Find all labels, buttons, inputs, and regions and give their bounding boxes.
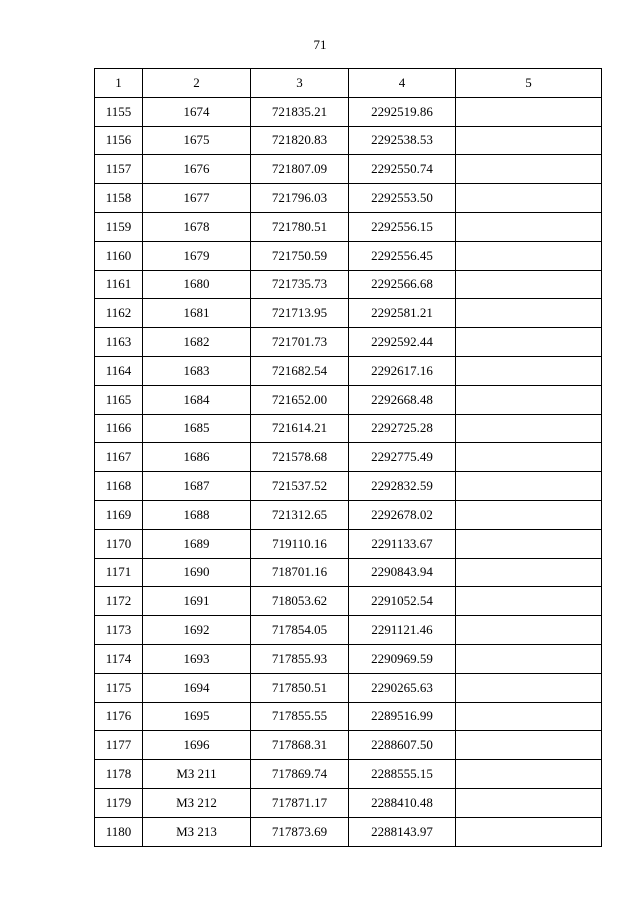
table-cell: 721713.95: [251, 299, 349, 328]
column-header: 2: [143, 69, 251, 98]
table-cell: 1174: [95, 644, 143, 673]
table-cell: 1177: [95, 731, 143, 760]
table-cell: [456, 328, 602, 357]
table-cell: 1695: [143, 702, 251, 731]
table-cell: [456, 500, 602, 529]
table-cell: [456, 788, 602, 817]
table-cell: 717854.05: [251, 616, 349, 645]
table-row: [95, 529, 602, 558]
table-cell: 2292668.48: [349, 385, 456, 414]
table-cell: 2292538.53: [349, 126, 456, 155]
table-cell: 1162: [95, 299, 143, 328]
table-cell: 2290843.94: [349, 558, 456, 587]
table-cell: 1165: [95, 385, 143, 414]
table-cell: 2288555.15: [349, 760, 456, 789]
table-cell: 721735.73: [251, 270, 349, 299]
table-cell: 717873.69: [251, 817, 349, 846]
table-cell: [456, 184, 602, 213]
table-cell: [456, 760, 602, 789]
table-cell: 1685: [143, 414, 251, 443]
table-cell: 2292519.86: [349, 97, 456, 126]
table-cell: 721614.21: [251, 414, 349, 443]
table-cell: 2288410.48: [349, 788, 456, 817]
table-row: [95, 788, 602, 817]
table-cell: [456, 817, 602, 846]
table-cell: 1173: [95, 616, 143, 645]
table-cell: 1163: [95, 328, 143, 357]
column-header: 5: [456, 69, 602, 98]
table-row: [95, 616, 602, 645]
table-cell: [456, 97, 602, 126]
table-cell: 1684: [143, 385, 251, 414]
table-cell: 717850.51: [251, 673, 349, 702]
table-cell: 2292678.02: [349, 500, 456, 529]
table-cell: 721682.54: [251, 356, 349, 385]
table-cell: 718053.62: [251, 587, 349, 616]
table-cell: 2288143.97: [349, 817, 456, 846]
table-cell: 1172: [95, 587, 143, 616]
table-row: [95, 500, 602, 529]
table-cell: 721807.09: [251, 155, 349, 184]
table-cell: 1158: [95, 184, 143, 213]
table-cell: 1688: [143, 500, 251, 529]
table-cell: 721578.68: [251, 443, 349, 472]
table-row: [95, 443, 602, 472]
table-row: [95, 760, 602, 789]
table-cell: [456, 443, 602, 472]
table-row: [95, 587, 602, 616]
table-cell: [456, 414, 602, 443]
table-cell: 1694: [143, 673, 251, 702]
table-cell: 1692: [143, 616, 251, 645]
table-cell: [456, 702, 602, 731]
table-cell: 1175: [95, 673, 143, 702]
table-cell: 2292556.45: [349, 241, 456, 270]
table-cell: 1676: [143, 155, 251, 184]
table-cell: 721835.21: [251, 97, 349, 126]
table-cell: 2292775.49: [349, 443, 456, 472]
table-cell: [456, 644, 602, 673]
table-cell: 2291052.54: [349, 587, 456, 616]
table-cell: МЗ 212: [143, 788, 251, 817]
table-cell: 1683: [143, 356, 251, 385]
table-cell: 717855.93: [251, 644, 349, 673]
table-cell: 2292832.59: [349, 472, 456, 501]
table-cell: [456, 356, 602, 385]
table-cell: 721701.73: [251, 328, 349, 357]
table-row: [95, 241, 602, 270]
table-cell: 1156: [95, 126, 143, 155]
table-cell: 721820.83: [251, 126, 349, 155]
column-header: 1: [95, 69, 143, 98]
table-cell: 1157: [95, 155, 143, 184]
table-cell: 1180: [95, 817, 143, 846]
table-cell: [456, 587, 602, 616]
table-cell: 721796.03: [251, 184, 349, 213]
table-row: [95, 126, 602, 155]
table-cell: 1679: [143, 241, 251, 270]
table-cell: 2292617.16: [349, 356, 456, 385]
table-cell: 2290969.59: [349, 644, 456, 673]
table-cell: 2291133.67: [349, 529, 456, 558]
table-cell: [456, 299, 602, 328]
table-cell: [456, 241, 602, 270]
table-cell: 1689: [143, 529, 251, 558]
table-cell: 717855.55: [251, 702, 349, 731]
table-cell: 721780.51: [251, 212, 349, 241]
table-row: [95, 97, 602, 126]
table-cell: 1160: [95, 241, 143, 270]
table-row: [95, 644, 602, 673]
table-cell: [456, 558, 602, 587]
table-cell: [456, 155, 602, 184]
table-cell: 1686: [143, 443, 251, 472]
table-row: [95, 356, 602, 385]
table-cell: 721537.52: [251, 472, 349, 501]
table-row: [95, 731, 602, 760]
table-row: [95, 702, 602, 731]
table-cell: 1677: [143, 184, 251, 213]
table-cell: 1164: [95, 356, 143, 385]
table-cell: 1678: [143, 212, 251, 241]
table-cell: 2288607.50: [349, 731, 456, 760]
table-cell: 1159: [95, 212, 143, 241]
table-row: [95, 414, 602, 443]
table-row: [95, 472, 602, 501]
table-cell: 2291121.46: [349, 616, 456, 645]
table-cell: 1167: [95, 443, 143, 472]
table-cell: 1168: [95, 472, 143, 501]
table-row: [95, 270, 602, 299]
table-cell: [456, 472, 602, 501]
table-cell: 2292550.74: [349, 155, 456, 184]
table-cell: 2289516.99: [349, 702, 456, 731]
table-cell: 1179: [95, 788, 143, 817]
table-cell: 1170: [95, 529, 143, 558]
table-cell: [456, 385, 602, 414]
table-cell: 721750.59: [251, 241, 349, 270]
table-cell: [456, 673, 602, 702]
table-cell: 2292566.68: [349, 270, 456, 299]
table-cell: 721652.00: [251, 385, 349, 414]
table-body: [95, 97, 602, 846]
table-cell: 2290265.63: [349, 673, 456, 702]
table-cell: 1155: [95, 97, 143, 126]
table-cell: 1687: [143, 472, 251, 501]
table-cell: 1690: [143, 558, 251, 587]
table-cell: [456, 529, 602, 558]
table-cell: 1674: [143, 97, 251, 126]
table-cell: 1681: [143, 299, 251, 328]
table-cell: 1171: [95, 558, 143, 587]
table-header-row: [95, 69, 602, 98]
table-cell: 2292725.28: [349, 414, 456, 443]
table-cell: 717871.17: [251, 788, 349, 817]
table-row: [95, 385, 602, 414]
table-cell: [456, 126, 602, 155]
table-cell: 717868.31: [251, 731, 349, 760]
coordinates-table: [94, 68, 602, 847]
table-cell: 1176: [95, 702, 143, 731]
table-cell: 1682: [143, 328, 251, 357]
table-row: [95, 299, 602, 328]
table-row: [95, 184, 602, 213]
table-cell: 718701.16: [251, 558, 349, 587]
table-cell: 1166: [95, 414, 143, 443]
table-cell: 1178: [95, 760, 143, 789]
table-cell: 1169: [95, 500, 143, 529]
table-cell: МЗ 211: [143, 760, 251, 789]
table-cell: 719110.16: [251, 529, 349, 558]
table-cell: 2292592.44: [349, 328, 456, 357]
table-cell: МЗ 213: [143, 817, 251, 846]
table-cell: 1680: [143, 270, 251, 299]
table-row: [95, 673, 602, 702]
table-cell: 2292556.15: [349, 212, 456, 241]
table-cell: 1693: [143, 644, 251, 673]
table-row: [95, 328, 602, 357]
table-cell: 2292581.21: [349, 299, 456, 328]
table-cell: [456, 731, 602, 760]
table-row: [95, 817, 602, 846]
column-header: 4: [349, 69, 456, 98]
table-cell: 717869.74: [251, 760, 349, 789]
table-cell: 1691: [143, 587, 251, 616]
table-cell: [456, 212, 602, 241]
page-number: 71: [313, 37, 327, 52]
table-cell: [456, 616, 602, 645]
table-cell: 721312.65: [251, 500, 349, 529]
table-cell: 1696: [143, 731, 251, 760]
column-header: 3: [251, 69, 349, 98]
table-cell: 1161: [95, 270, 143, 299]
table-row: [95, 155, 602, 184]
table-cell: 1675: [143, 126, 251, 155]
table-row: [95, 212, 602, 241]
table-row: [95, 558, 602, 587]
table-cell: [456, 270, 602, 299]
table-cell: 2292553.50: [349, 184, 456, 213]
